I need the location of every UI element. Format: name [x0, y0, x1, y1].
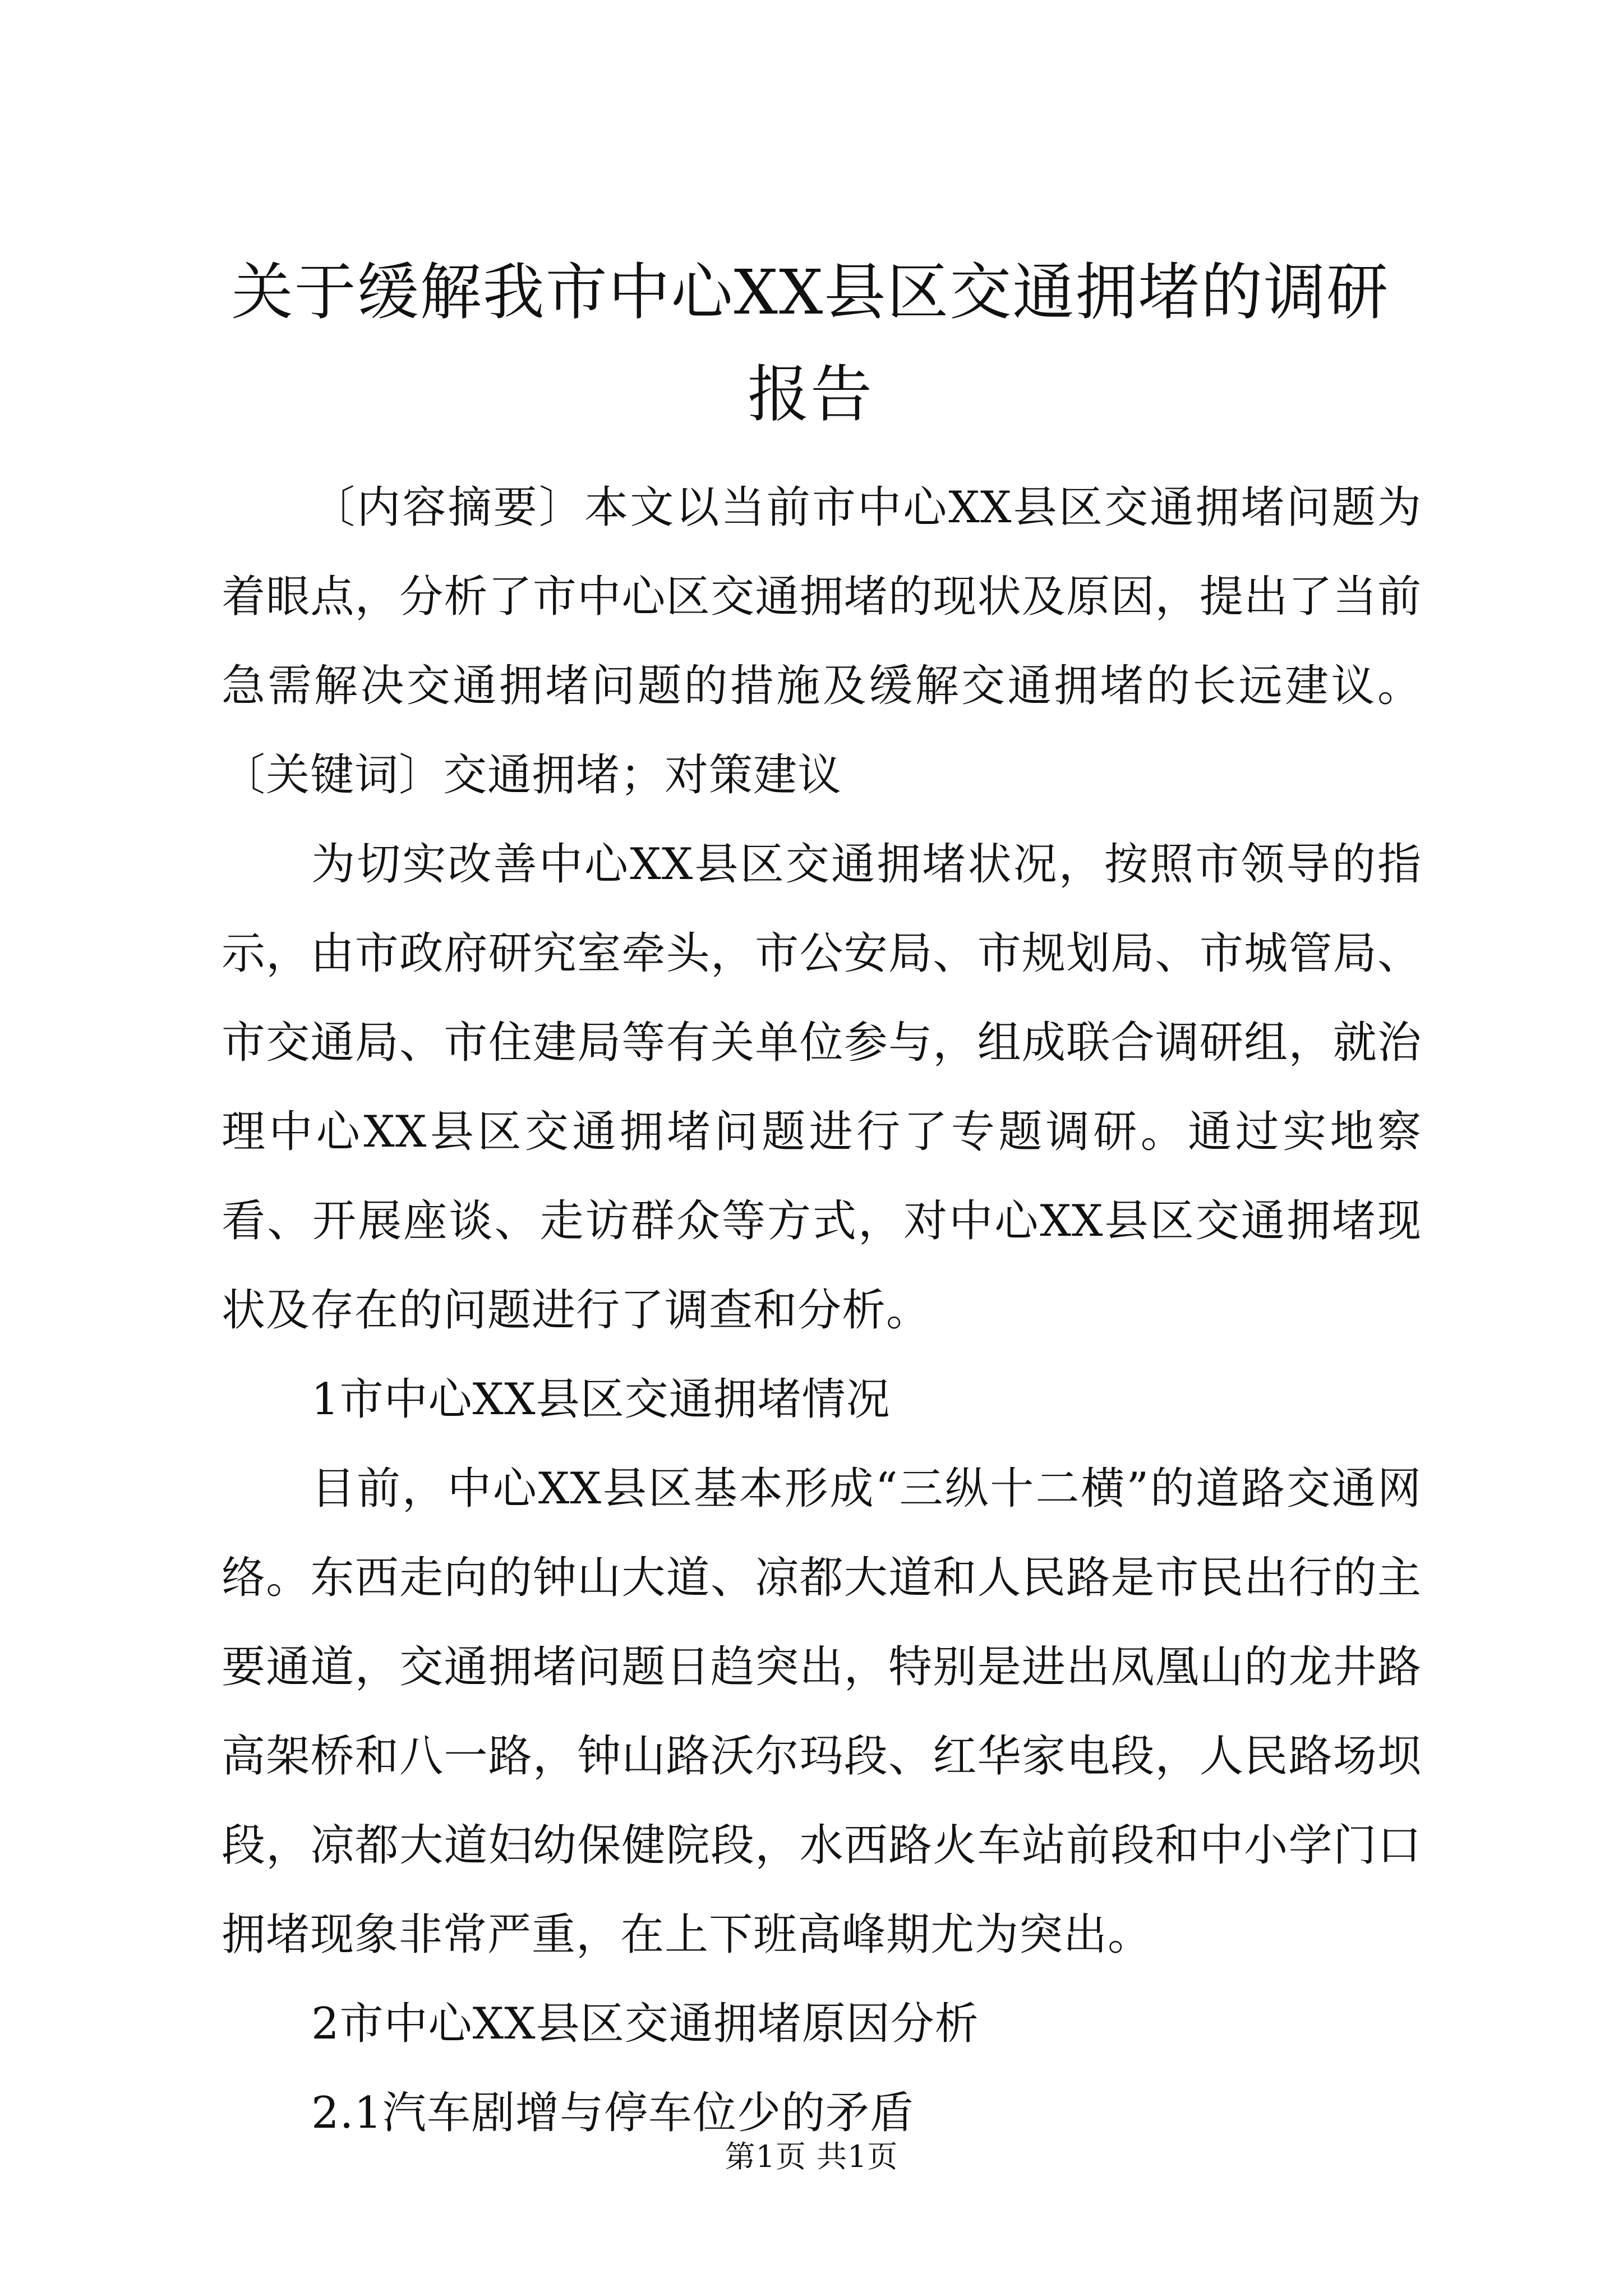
- section-1-paragraph: 目前，中心XX县区基本形成“三纵十二横”的道路交通网络。东西走向的钟山大道、凉都大道和人民路是市民出行的主要通道，交通拥堵问题日趋突出，特别是进出凤凰山的龙井路高架桥和八一路，钟山路沃尔玛段、红华家电段，人民路场坝段，凉都大道妇幼保健院段，水西路火车站前段和中小学门口拥堵现象非常严重，在上下班高峰期尤为突出。: [222, 1464, 1422, 1960]
- document-title: 关于缓解我市中心XX县区交通拥堵的调研报告: [231, 256, 1390, 430]
- page-footer: 第1页 共1页: [725, 2139, 898, 2174]
- section-heading-2: 2市中心XX县区交通拥堵原因分析: [311, 1999, 979, 2049]
- subsection-heading-2-1: 2.1汽车剧增与停车位少的矛盾: [311, 2088, 915, 2138]
- abstract-paragraph: 〔内容摘要〕本文以当前市中心XX县区交通拥堵问题为着眼点，分析了市中心区交通拥堵的现状及原因，提出了当前急需解决交通拥堵问题的措施及缓解交通拥堵的长远建议。〔关键词〕交通拥堵；对策建议: [222, 482, 1422, 800]
- section-heading-1: 1市中心XX县区交通拥堵情况: [311, 1374, 891, 1425]
- intro-paragraph: 为切实改善中心XX县区交通拥堵状况，按照市领导的指示，由市政府研究室牵头，市公安局、市规划局、市城管局、市交通局、市住建局等有关单位参与，组成联合调研组，就治理中心XX县区交通拥堵问题进行了专题调研。通过实地察看、开展座谈、走访群众等方式，对中心XX县区交通拥堵现状及存在的问题进行了调查和分析。: [222, 839, 1422, 1336]
- document-body: [222, 463, 1422, 2158]
